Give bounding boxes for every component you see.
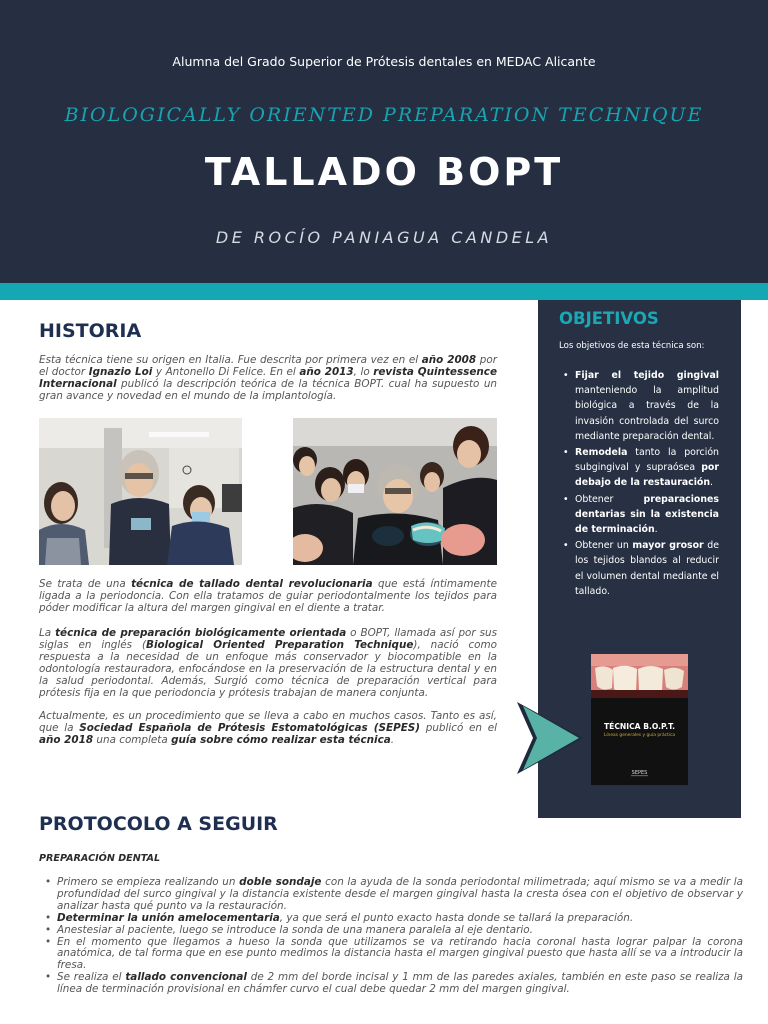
- author-line: DE ROCÍO PANIAGUA CANDELA: [215, 228, 553, 247]
- objetivos-intro: Los objetivos de esta técnica son:: [559, 341, 705, 351]
- english-title: BIOLOGICALLY ORIENTED PREPARATION TECHNIQUE: [64, 104, 704, 126]
- bold-text: año 2018: [39, 734, 94, 746]
- teal-divider-band: [0, 283, 768, 300]
- objetivo-item: • Fijar el tejido gingival manteniendo la amplitud biológica a través de la invasión controlada del surco mediante preparación dental.: [562, 368, 719, 444]
- historia-paragraph-1: Esta técnica tiene su origen en Italia. Fue descrita por primera vez en el año 2008 por el doctor Ignazio Loi y Antonello Di Felice. En el año 2013, lo revista Quintessence Internacional publicó la descripción teórica de la técnica BOPT. cual ha supuesto un gran avance y novedad en el mundo de la implantología.: [39, 354, 497, 402]
- protocolo-item: • Se realiza el tallado convencional de 2 mm del borde incisal y 1 mm de las paredes axiales, también en este paso se realiza la línea de terminación provisional en chámfer curvo el cual debe quedar 2 mm del margen gingival.: [45, 972, 743, 996]
- bold-text: guía sobre cómo realizar esta técnica: [171, 734, 391, 746]
- historia-heading: HISTORIA: [39, 320, 142, 342]
- bold-text: doble sondaje: [239, 876, 322, 888]
- bold-text: Ignazio Loi: [88, 366, 153, 378]
- main-title: TALLADO BOPT: [204, 150, 564, 194]
- protocolo-item: • Determinar la unión amelocementaria, ya que será el punto exacto hasta donde se tallará la preparación.: [45, 913, 743, 925]
- protocolo-list: [45, 877, 743, 996]
- protocolo-heading: PROTOCOLO A SEGUIR: [39, 813, 278, 835]
- bold-text: año 2008: [421, 354, 477, 366]
- bold-text: Remodela: [575, 447, 628, 459]
- objetivos-list: [562, 368, 719, 600]
- objetivo-item: • Obtener preparaciones dentarias sin la existencia de terminación.: [562, 492, 719, 538]
- protocolo-subheading: PREPARACIÓN DENTAL: [39, 853, 161, 864]
- objetivo-item: • Obtener un mayor grosor de los tejidos blandos al reducir el volumen dental mediante el tallado.: [562, 538, 719, 599]
- protocolo-item: • Anestesiar al paciente, luego se introduce la sonda de una manera paralela al eje dentario.: [45, 925, 743, 937]
- book-subtitle: Líneas generales y guía práctica: [603, 733, 676, 738]
- historia-paragraph-4: Actualmente, es un procedimiento que se lleva a cabo en muchos casos. Tanto es así, que la Sociedad Española de Prótesis Estomatológicas (SEPES) publicó en el año 2018 una completa guía sobre cómo realizar esta técnica.: [39, 710, 497, 746]
- bold-text: año 2013: [299, 366, 354, 378]
- bold-text: Sociedad Española de Prótesis Estomatológicas (SEPES): [79, 722, 421, 734]
- bold-text: preparaciones dentarias sin la existencia de terminación: [575, 493, 719, 536]
- historia-paragraph-2: Se trata de una técnica de tallado dental revolucionaria que está íntimamente ligada a la periodoncia. Con ella tratamos de guiar periodontalmente los tejidos para póder modificar la altura del margen gingival en el diente a tratar.: [39, 578, 497, 614]
- teeth-photo: [591, 654, 688, 698]
- sepes-logo-text: SEPES: [631, 770, 648, 776]
- protocolo-item: • En el momento que llegamos a hueso la sonda que utilizamos se va retirando hacia coronal hasta lograr palpar la corona anatómica, de tal forma que en ese punto medimos la distancia hasta el margen gingival puesto que hasta allí se va a introducir la fresa.: [45, 937, 743, 973]
- header-banner: [0, 0, 768, 283]
- bold-text: técnica de preparación biológicamente orientada: [55, 627, 347, 639]
- bold-text: tallado convencional: [125, 971, 247, 984]
- bold-text: Determinar la unión amelocementaria: [57, 911, 280, 924]
- header-subtitle: Alumna del Grado Superior de Prótesis dentales en MEDAC Alicante: [172, 54, 596, 69]
- protocolo-item: • Primero se empieza realizando un doble sondaje con la ayuda de la sonda periodontal milimetrada; aquí mismo se va a medir la profundidad del surco gingival y la distancia existente desde el margen gingival hasta la cresta ósea con el objetivo de observar y analizar hasta qué punto va la restauración.: [45, 877, 743, 913]
- bold-text: Fijar el tejido gingival: [575, 370, 719, 381]
- book-title: TÉCNICA B.O.P.T.: [603, 722, 676, 731]
- group-dental-model-photo: [293, 418, 497, 565]
- sepes-logo-icon: [629, 768, 650, 777]
- students-dental-model-photo: [39, 418, 242, 565]
- objetivos-heading: OBJETIVOS: [559, 309, 659, 328]
- objetivo-item: • Remodela tanto la porción subgingival y supraósea por debajo de la restauración.: [562, 445, 719, 491]
- book-cover-image: [591, 654, 688, 785]
- historia-paragraph-3: La técnica de preparación biológicamente orientada o BOPT, llamada así por sus siglas en inglés (Biological Oriented Preparation Technique), nació como respuesta a la necesidad de un enfoque más conservador y biocompatible en la odontología restauradora, enfocándose en la preservación de la estructura dental y en la salud periodontal. Además, Surgió como técnica de preparación vertical para prótesis fija en la que periodoncia y prótesis trabajan de manera conjunta.: [39, 627, 498, 699]
- bold-text: por debajo de la restauración: [575, 462, 719, 489]
- bold-text: Biological Oriented Preparation Technique: [146, 639, 414, 651]
- chevron-arrow-icon: [513, 700, 593, 776]
- bold-text: revista Quintessence Internacional: [39, 366, 497, 390]
- bold-text: técnica de tallado dental revolucionaria: [131, 578, 373, 590]
- bold-text: mayor grosor: [632, 540, 704, 552]
